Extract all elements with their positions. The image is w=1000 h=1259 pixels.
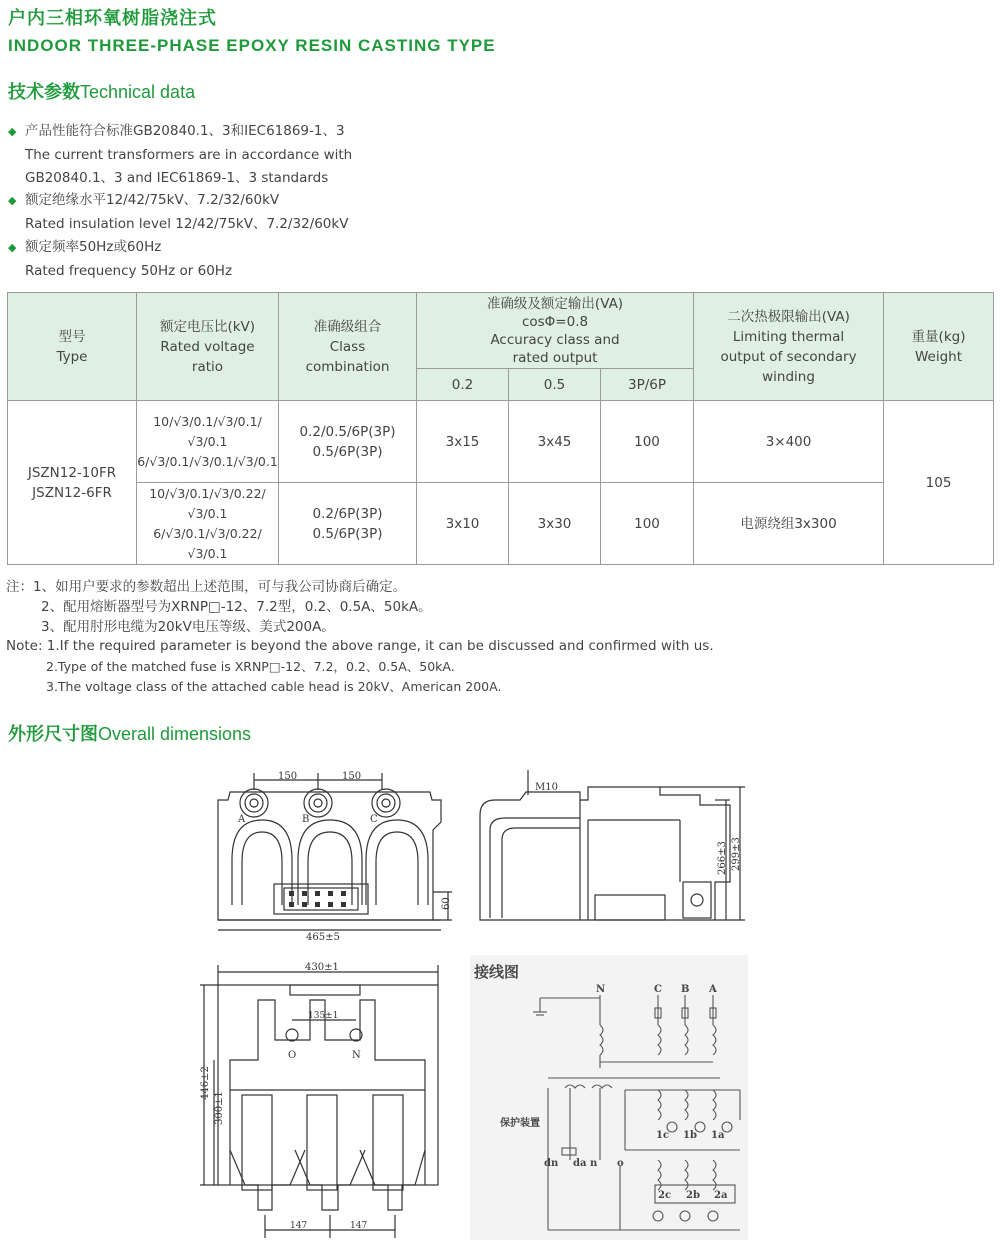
bottom-view	[200, 965, 438, 1238]
wiring-o: o	[617, 1158, 624, 1169]
wiring-b: B	[681, 984, 690, 995]
cell-05: 3x30	[509, 483, 601, 565]
list-item: Rated insulation level 12/42/75kV、7.2/32/60kV	[25, 216, 349, 233]
dim-430: 430±1	[305, 962, 339, 973]
diamond-bullet-icon: ◆	[8, 125, 17, 138]
type-cell: JSZN12-10FR JSZN12-6FR	[8, 401, 137, 565]
dim-135: 135±1	[308, 1011, 339, 1021]
label-n: N	[352, 1050, 361, 1061]
dim-465: 465±5	[306, 932, 340, 943]
wiring-1a: 1a	[711, 1130, 725, 1141]
wiring-c: C	[654, 984, 662, 995]
label-o: O	[288, 1050, 297, 1061]
voltage-cell: 10/√3/0.1/√3/0.1/√3/0.1 6/√3/0.1/√3/0.1/√3/0.1	[137, 401, 279, 483]
cell-3p6p: 100	[601, 401, 694, 483]
diamond-bullet-icon: ◆	[8, 194, 17, 208]
header-weight: 重量(kg) Weight	[884, 293, 994, 401]
note-line: Note: 1.If the required parameter is beyond the above range, it can be discussed and confirmed with us.	[6, 638, 714, 655]
wiring-panel	[470, 955, 748, 1240]
side-view	[480, 770, 745, 920]
voltage-cell: 10/√3/0.1/√3/0.22/√3/0.1 6/√3/0.1/√3/0.22/√3/0.1	[137, 483, 279, 565]
list-item: GB20840.1、3 and IEC61869-1、3 standards	[25, 169, 329, 186]
cell-3p6p: 100	[601, 483, 694, 565]
header-combination: 准确级组合 Class combination	[279, 293, 417, 401]
cell-05: 3x45	[509, 401, 601, 483]
cell-02: 3x10	[417, 483, 509, 565]
wiring-2a: 2a	[714, 1190, 728, 1201]
list-item: The current transformers are in accordance with	[25, 146, 353, 163]
dimensions-heading-en: Overall dimensions	[98, 724, 252, 744]
header-voltage: 额定电压比(kV) Rated voltage ratio	[137, 293, 279, 401]
cell-02: 3x15	[417, 401, 509, 483]
weight-cell: 105	[884, 401, 994, 565]
technical-heading-en: Technical data	[80, 82, 196, 102]
note-line: 2、配用熔断器型号为XRNP□-12、7.2型，0.2、0.5A、50kA。	[41, 598, 432, 615]
header-thermal: 二次热极限输出(VA) Limiting thermal output of secondary winding	[694, 293, 884, 401]
dim-150b: 150	[342, 771, 362, 782]
header-accuracy: 准确级及额定输出(VA) cosΦ=0.8 Accuracy class and rated output	[417, 293, 694, 369]
dim-266: 266±3	[717, 841, 728, 875]
header-sub-05: 0.5	[509, 369, 601, 401]
list-item: Rated frequency 50Hz or 60Hz	[25, 262, 233, 279]
wiring-1b: 1b	[683, 1130, 697, 1141]
label-c: C	[370, 814, 378, 825]
wiring-1c: 1c	[656, 1130, 670, 1141]
list-item-text: 额定绝缘水平12/42/75kV、7.2/32/60kV	[25, 192, 280, 209]
diamond-bullet-icon: ◆	[8, 240, 17, 254]
wiring-protect: 保护装置	[500, 1118, 540, 1129]
dim-446: 446±2	[200, 1066, 211, 1100]
front-labels	[237, 771, 452, 943]
dimensions-heading-cn: 外形尺寸图	[8, 724, 98, 745]
note-line: 注：1、如用户要求的参数超出上述范围，可与我公司协商后确定。	[6, 579, 407, 595]
dim-300: 300±1	[214, 1091, 225, 1125]
combo-cell: 0.2/0.5/6P(3P) 0.5/6P(3P)	[279, 401, 417, 483]
title-en: INDOOR THREE-PHASE EPOXY RESIN CASTING TYPE	[8, 36, 496, 55]
wiring-n: N	[596, 984, 606, 995]
dim-147b: 147	[350, 1221, 368, 1231]
header-sub-02: 0.2	[417, 369, 509, 401]
wiring-da: da	[573, 1158, 587, 1169]
wiring-2b: 2b	[686, 1190, 700, 1201]
note-line: 3、配用肘形电缆为20kV电压等级、美式200A。	[41, 618, 335, 635]
list-item-text: 额定频率50Hz或60Hz	[25, 238, 162, 255]
combo-cell: 0.2/6P(3P) 0.5/6P(3P)	[279, 483, 417, 565]
dim-150a: 150	[278, 771, 298, 782]
title-cn: 户内三相环氧树脂浇注式	[8, 8, 217, 29]
wiring-n2: n	[590, 1158, 598, 1169]
wiring-a: A	[709, 984, 717, 995]
header-sub-3p6p: 3P/6P	[601, 369, 694, 401]
dim-147a: 147	[290, 1221, 308, 1231]
wiring-dn: dn	[544, 1158, 559, 1169]
dim-60: 60	[441, 897, 452, 910]
note-line: 2.Type of the matched fuse is XRNP□-12、7.2，0.2、0.5A、50kA.	[46, 659, 455, 675]
dim-299: 299±3	[731, 837, 742, 871]
front-view	[218, 773, 452, 930]
wiring-2c: 2c	[658, 1190, 672, 1201]
wiring-title: 接线图	[474, 963, 520, 981]
thermal-cell: 3×400	[694, 401, 884, 483]
note-line: 3.The voltage class of the attached cable head is 20kV、American 200A.	[46, 678, 502, 694]
label-a: A	[238, 814, 246, 825]
header-type: 型号 Type	[8, 293, 137, 401]
thermal-cell: 电源绕组3x300	[694, 483, 884, 565]
label-b: B	[302, 814, 310, 825]
bottom-labels	[200, 962, 367, 1231]
technical-heading-cn: 技术参数	[8, 82, 80, 103]
dim-m10: M10	[535, 782, 558, 793]
list-item-text: 产品性能符合标准GB20840.1、3和IEC61869-1、3	[25, 123, 345, 139]
